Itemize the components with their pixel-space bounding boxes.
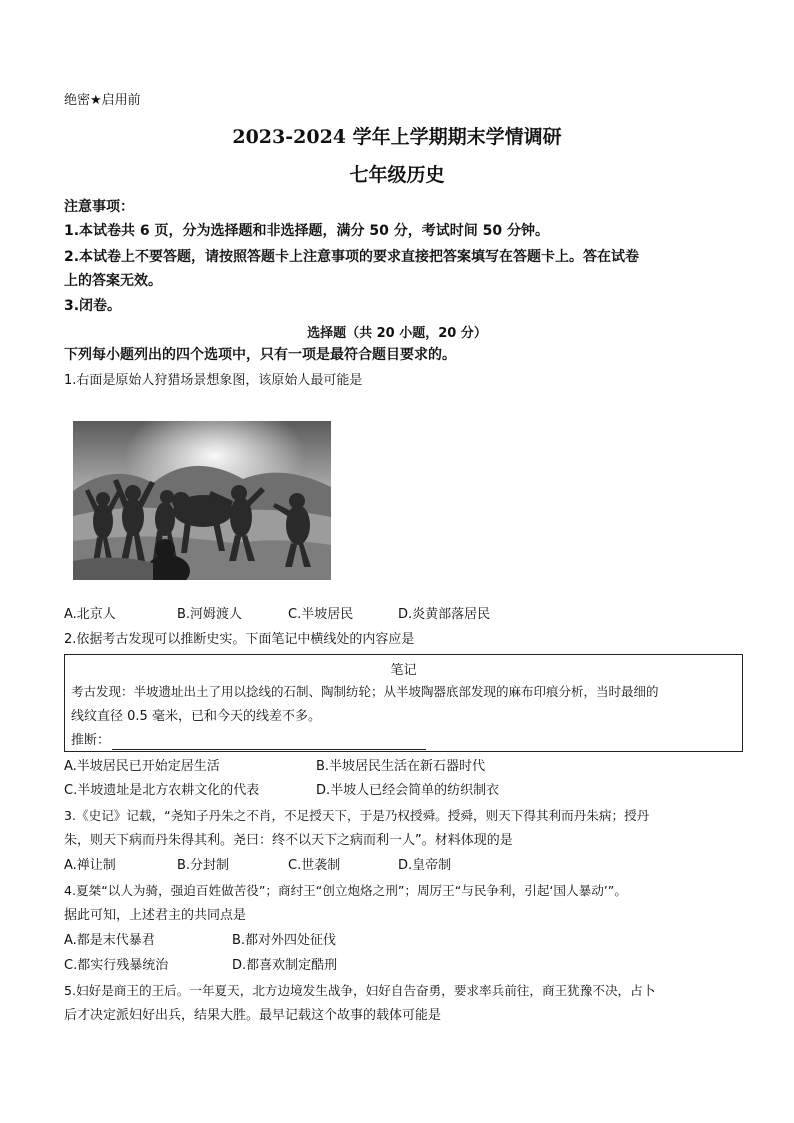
q2-answer-blank: [112, 737, 426, 750]
q3-stem-line-2: 朱，则天下病而丹朱得其利。尧曰：终不以天下之病而利一人”。材料体现的是: [64, 833, 513, 848]
section-heading: 选择题（共 20 小题，20 分）: [307, 326, 487, 341]
q5-stem-line-2: 后才决定派妇好出兵，结果大胜。最早记载这个故事的载体可能是: [64, 1008, 442, 1023]
q4-option-b[interactable]: B.都对外四处征伐: [232, 933, 337, 948]
secret-label: 绝密★启用前: [64, 93, 141, 108]
exam-subtitle: 七年级历史: [349, 164, 445, 186]
q2-option-b[interactable]: B.半坡居民生活在新石器时代: [316, 759, 486, 774]
q4-stem-line-2: 据此可知，上述君主的共同点是: [64, 908, 247, 923]
q2-option-d[interactable]: D.半坡人已经会简单的纺织制衣: [316, 783, 500, 798]
q3-option-c[interactable]: C.世袭制: [288, 858, 341, 873]
q3-option-a[interactable]: A.禅让制: [64, 858, 116, 873]
notice-item-2-line-1: 2.本试卷上不要答题，请按照答题卡上注意事项的要求直接把答案填写在答题卡上。答在试卷: [64, 249, 640, 265]
q2-note-box: [64, 654, 743, 752]
q1-option-a[interactable]: A.北京人: [64, 607, 116, 622]
q3-option-b[interactable]: B.分封制: [177, 858, 230, 873]
q1-option-b[interactable]: B.河姆渡人: [177, 607, 243, 622]
q2-stem: 2.依据考古发现可以推断史实。下面笔记中横线处的内容应是: [64, 632, 415, 647]
q2-note-line-1: 考古发现：半坡遗址出土了用以捻线的石制、陶制纺轮；从半坡陶器底部发现的麻布印痕分析，当时最细的: [71, 684, 659, 699]
q2-note-infer-row: [71, 732, 426, 750]
notice-heading: 注意事项：: [64, 199, 134, 215]
notice-item-1: 1.本试卷共 6 页，分为选择题和非选择题，满分 50 分，考试时间 50 分钟。: [64, 223, 550, 239]
q4-option-d[interactable]: D.都喜欢制定酷刑: [232, 958, 338, 973]
q5-stem-line-1: 5.妇好是商王的王后。一年夏天，北方边境发生战争，妇好自告奋勇，要求率兵前往，商王犹豫不决，占卜: [64, 983, 656, 998]
q3-option-d[interactable]: D.皇帝制: [398, 858, 452, 873]
q4-stem-line-1: 4.夏桀“以人为骑，强迫百姓做苦役”；商纣王“创立炮烙之刑”；周厉王“与民争利，引起‘国人暴动’”。: [64, 883, 627, 898]
q1-option-c[interactable]: C.半坡居民: [288, 607, 354, 622]
q1-stem: 1.右面是原始人狩猎场景想象图，该原始人最可能是: [64, 373, 363, 388]
notice-item-2-line-2: 上的答案无效。: [64, 273, 162, 289]
q2-note-infer-label: 推断：: [71, 733, 111, 748]
q3-stem-line-1: 3.《史记》记载，“尧知子丹朱之不肖，不足授天下，于是乃权授舜。授舜，则天下得其利而丹朱病；授丹: [64, 808, 650, 823]
section-instruction: 下列每小题列出的四个选项中，只有一项是最符合题目要求的。: [64, 347, 456, 363]
q2-option-c[interactable]: C.半坡遗址是北方农耕文化的代表: [64, 783, 260, 798]
q2-note-title: 笔记: [390, 663, 417, 678]
exam-title: 2023-2024 学年上学期期末学情调研: [232, 126, 562, 148]
primitive-hunting-illustration: [73, 421, 331, 580]
q4-option-a[interactable]: A.都是末代暴君: [64, 933, 155, 948]
notice-item-3: 3.闭卷。: [64, 298, 122, 314]
q1-option-d[interactable]: D.炎黄部落居民: [398, 607, 491, 622]
q2-option-a[interactable]: A.半坡居民已开始定居生活: [64, 759, 220, 774]
q2-note-line-2: 线纹直径 0.5 毫米，已和今天的线差不多。: [71, 709, 321, 724]
q4-option-c[interactable]: C.都实行残暴统治: [64, 958, 169, 973]
